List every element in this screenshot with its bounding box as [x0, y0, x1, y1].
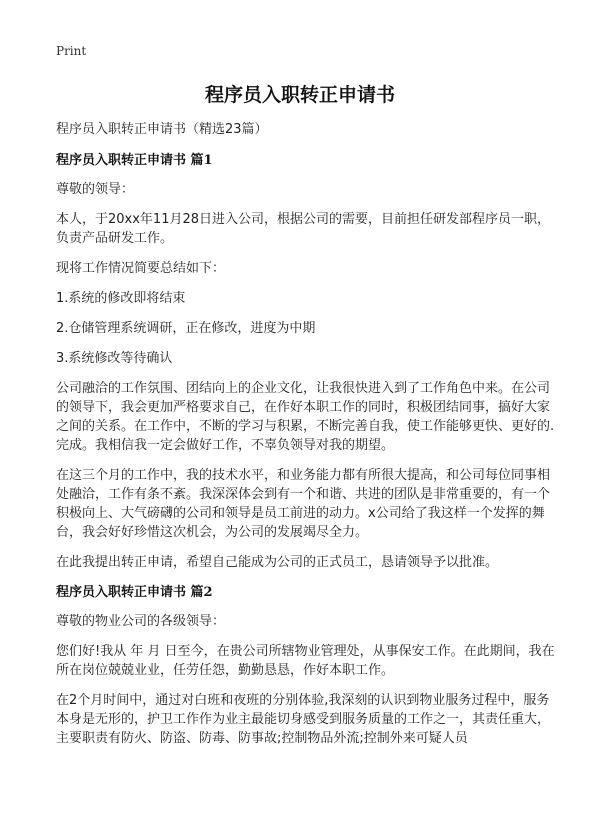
paragraph: 在此我提出转正申请，希望自己能成为公司的正式员工，恳请领导予以批准。: [56, 555, 499, 570]
paragraph: 现将工作情况简要总结如下：: [56, 261, 226, 276]
section-1: [56, 151, 556, 572]
section-2: [56, 583, 556, 748]
document-title: 程序员入职转正申请书: [204, 84, 395, 106]
paragraph: 在2个月时间中，通过对白班和夜班的分别体验,我深刻的认识到物业服务过程中，服务本身是无形的，护卫工作作为业主最能切身感受到服务质量的工作之一，其责任重大，主要职责有防火、防盗、防毒、防事故;控制物品外流;控制外来可疑人员: [56, 693, 551, 746]
paragraph: 您们好!我从 年 月 日至今，在贵公司所辖物业管理处，从事保安工作。在此期间，我在所在岗位兢兢业业，任劳任怨，勤勤恳恳，作好本职工作。: [56, 644, 555, 678]
salutation: 尊敬的物业公司的各级领导：: [56, 614, 226, 629]
salutation: 尊敬的领导：: [56, 182, 135, 197]
list-item: 1.系统的修改即将结束: [56, 291, 186, 306]
print-label: Print: [56, 44, 87, 58]
section-heading: 程序员入职转正申请书 篇2: [56, 585, 213, 600]
document-body: [56, 120, 556, 758]
document-subtitle: 程序员入职转正申请书（精选23篇）: [56, 122, 268, 137]
list-item: 2.仓储管理系统调研，正在修改，进度为中期: [56, 321, 316, 336]
list-item: 3.系统修改等待确认: [56, 351, 173, 366]
paragraph: 本人，于20xx年11月28日进入公司，根据公司的需要，目前担任研发部程序员一职，负责产品研发工作。: [56, 212, 551, 246]
paragraph: 在这三个月的工作中，我的技术水平，和业务能力都有所很大提高，和公司每位同事相处融洽，工作有条不紊。我深深体会到有一个和谐、共进的团队是非常重要的，有一个积极向上、大气磅礴的公司和领导是员工前进的动力。x公司给了我这样一个发挥的舞台，我会好好珍惜这次机会，为公司的发展竭尽全力。: [56, 468, 551, 540]
paragraph: 公司融洽的工作氛围、团结向上的企业文化，让我很快进入到了工作角色中来。在公司的领导下，我会更加严格要求自己，在作好本职工作的同时，积极团结同事，搞好大家之间的关系。在工作中，不断的学习与积累，不断完善自我，使工作能够更快、更好的.完成。我相信我一定会做好工作，不辜负领导对我的期望。: [56, 381, 555, 453]
section-heading: 程序员入职转正申请书 篇1: [56, 153, 213, 168]
